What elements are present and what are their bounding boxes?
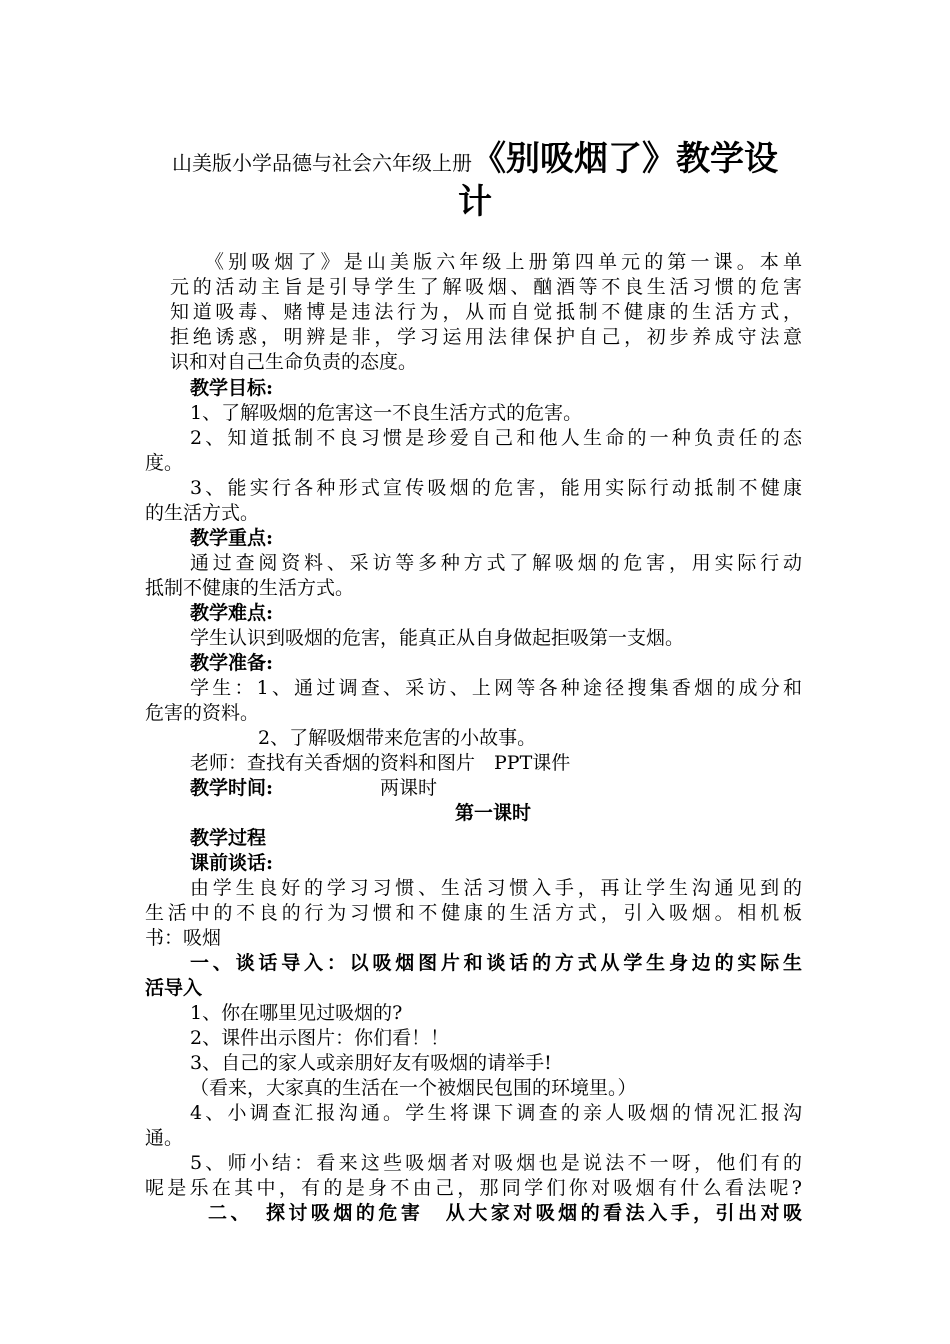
time-heading: 教学时间: (190, 777, 274, 799)
prep-heading: 教学准备: (190, 652, 274, 674)
goals-heading: 教学目标: (190, 377, 274, 399)
title-prefix: 山美版小学品德与社会六年级上册 (172, 151, 472, 175)
difficulty-heading: 教学难点: (190, 602, 274, 624)
question-item: 呢是乐在其中，有的是身不由己，那同学们你对吸烟有什么看法呢? (145, 1177, 802, 1199)
prep-text: 危害的资料。 (145, 702, 260, 724)
prep-text: 2、了解吸烟带来危害的小故事。 (258, 727, 537, 749)
question-item: 4、小调查汇报沟通。学生将课下调查的亲人吸烟的情况汇报沟 (190, 1102, 802, 1124)
process-heading: 教学过程 (190, 827, 267, 849)
goal-item: 2、知道抵制不良习惯是珍爱自己和他人生命的一种负责任的态 (190, 427, 802, 449)
intro-line: 拒绝诱惑，明辨是非，学习运用法律保护自己，初步养成守法意 (170, 326, 802, 348)
title-wrap: 计 (458, 182, 492, 222)
key-heading: 教学重点: (190, 527, 274, 549)
goal-item: 度。 (145, 452, 184, 474)
question-item: 2、课件出示图片：你们看！！ (190, 1027, 450, 1049)
goal-item: 的生活方式。 (145, 502, 260, 524)
pre-talk-text: 书：吸烟 (145, 927, 222, 949)
intro-line: 《别吸烟了》是山美版六年级上册第四单元的第一课。本单 (205, 251, 802, 273)
section-one-heading: 活导入 (145, 977, 203, 999)
lesson-title: 第一课时 (455, 802, 532, 824)
question-item: 通。 (145, 1127, 184, 1149)
intro-line: 知道吸毒、赌博是违法行为，从而自觉抵制不健康的生活方式， (170, 301, 802, 323)
question-note: （看来，大家真的生活在一个被烟民包围的环境里。） (190, 1077, 637, 1099)
time-value: 两课时 (380, 777, 438, 799)
section-one-heading: 一、谈话导入：以吸烟图片和谈话的方式从学生身边的实际生 (190, 952, 802, 974)
question-item: 1、你在哪里见过吸烟的? (190, 1002, 403, 1024)
goal-item: 1、了解吸烟的危害这一不良生活方式的危害。 (190, 402, 583, 424)
key-text: 通过查阅资料、采访等多种方式了解吸烟的危害，用实际行动 (190, 552, 802, 574)
pre-talk-heading: 课前谈话: (190, 852, 274, 874)
title-main: 《别吸烟了》教学设 (472, 139, 778, 179)
prep-text: 学生：1、通过调查、采访、上网等各种途径搜集香烟的成分和 (190, 677, 802, 699)
intro-line: 识和对自己生命负责的态度。 (170, 351, 418, 373)
pre-talk-text: 由学生良好的学习习惯、生活习惯入手，再让学生沟通见到的 (190, 877, 802, 899)
pre-talk-text: 生活中的不良的行为习惯和不健康的生活方式，引入吸烟。相机板 (145, 902, 802, 924)
prep-teacher: 老师：查找有关香烟的资料和图片 PPT课件 (190, 752, 571, 774)
intro-line: 元的活动主旨是引导学生了解吸烟、酗酒等不良生活习惯的危害 (170, 276, 802, 298)
question-item: 3、自己的家人或亲朋好友有吸烟的请举手! (190, 1052, 552, 1074)
section-two-heading: 二、 探讨吸烟的危害 从大家对吸烟的看法入手，引出对吸 (208, 1202, 802, 1224)
goal-item: 3、能实行各种形式宣传吸烟的危害，能用实际行动抵制不健康 (190, 477, 802, 499)
question-item: 5、师小结：看来这些吸烟者对吸烟也是说法不一呀，他们有的 (190, 1152, 802, 1174)
difficulty-text: 学生认识到吸烟的危害，能真正从自身做起拒吸第一支烟。 (190, 627, 685, 649)
key-text: 抵制不健康的生活方式。 (145, 577, 355, 599)
